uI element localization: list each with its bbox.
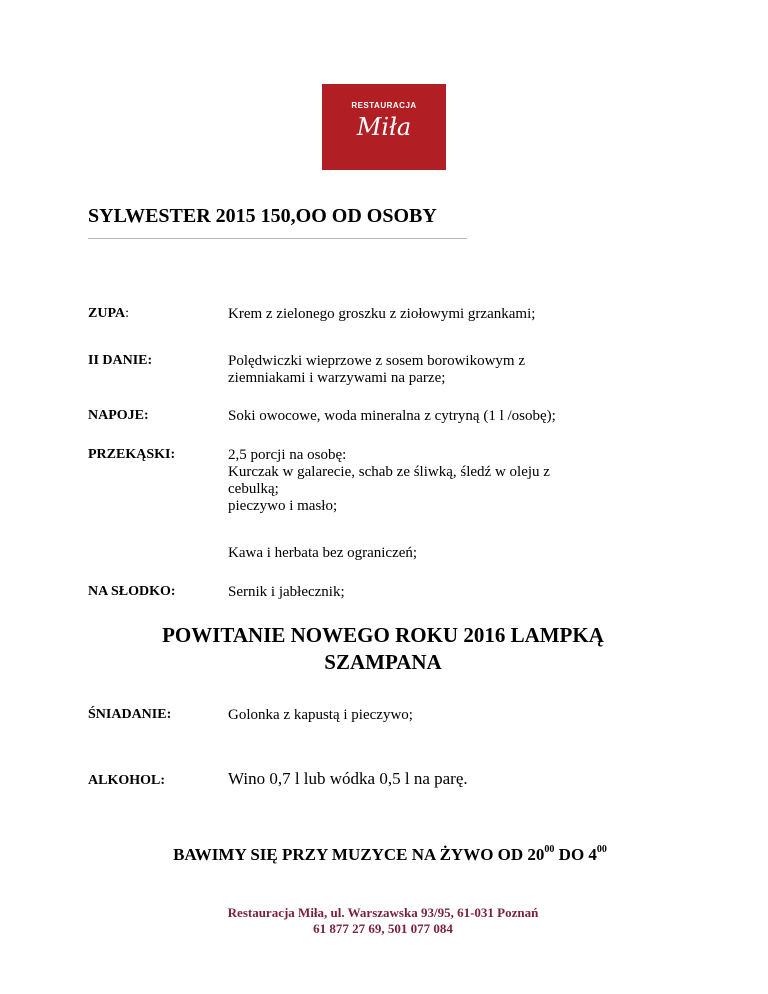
footer-address: Restauracja Miła, ul. Warszawska 93/95, 61-031 Poznań: [227, 905, 539, 920]
new-year-heading: POWITANIE NOWEGO ROKU 2016 LAMPKĄ SZAMPANA: [162, 623, 604, 674]
logo-brand: Miła: [356, 113, 412, 141]
menu-value: Polędwiczki wieprzowe z sosem borowikowym z ziemniakami i warzywami na parze;: [228, 353, 526, 386]
menu-value: Golonka z kapustą i pieczywo;: [228, 707, 413, 723]
page-title: SYLWESTER 2015 150,OO OD OSOBY: [88, 205, 437, 227]
menu-label: NA SŁODKO:: [88, 584, 176, 599]
menu-value: Kawa i herbata bez ograniczeń;: [228, 545, 418, 561]
menu-value: Krem z zielonego groszku z ziołowymi grzankami;: [228, 306, 536, 322]
menu-label: ALKOHOL:: [88, 773, 166, 788]
title-divider: [88, 238, 467, 239]
menu-value: Soki owocowe, woda mineralna z cytryną (1 l /osobę);: [228, 408, 556, 424]
menu-value: 2,5 porcji na osobę: Kurczak w galarecie, schab ze śliwką, śledź w oleju z cebulką; pieczywo i masło;: [228, 447, 550, 514]
restaurant-logo: [322, 84, 446, 170]
menu-label: NAPOJE:: [88, 408, 149, 423]
live-music-note: BAWIMY SIĘ PRZY MUZYCE NA ŻYWO OD $20^{00}$ DO $4^{00}$: [173, 844, 607, 864]
menu-label: ZUPA:: [88, 306, 129, 321]
footer-phone: 61 877 27 69, 501 077 084: [313, 921, 453, 936]
menu-value: Wino 0,7 l lub wódka 0,5 l na parę.: [228, 769, 468, 788]
menu-label: ŚNIADANIE:: [88, 707, 172, 722]
contact-footer: [88, 905, 678, 937]
logo-subtitle: RESTAURACJA: [351, 101, 417, 110]
menu-value: Sernik i jabłecznik;: [228, 584, 345, 600]
menu-label: PRZEKĄSKI:: [88, 447, 176, 462]
menu-label: II DANIE:: [88, 353, 153, 368]
